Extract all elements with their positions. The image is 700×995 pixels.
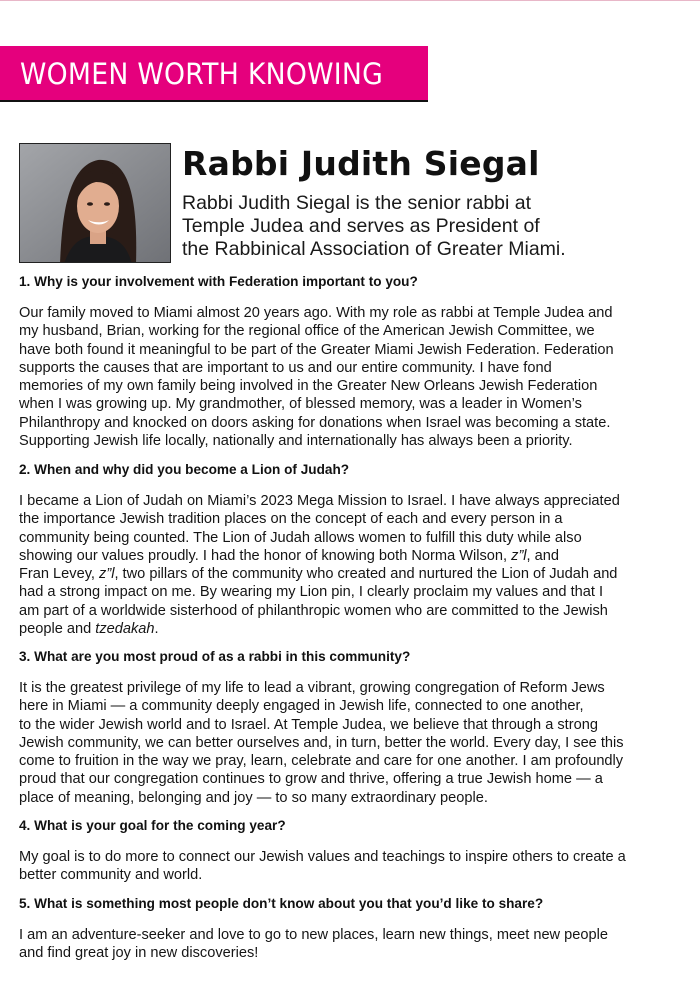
answer-line: supports the causes that are important to us and our entire community. I have fond <box>19 359 552 376</box>
section-banner <box>0 46 428 102</box>
answer-line-final <box>19 620 669 638</box>
answer-line: had a strong impact on me. By wearing my Lion pin, I clearly proclaim my values and that I <box>19 584 604 601</box>
answer-line-with-honorific <box>19 547 669 565</box>
qa-block-1 <box>19 273 669 450</box>
answer-line: My goal is to do more to connect our Jewish values and teachings to inspire others to create a <box>19 849 626 865</box>
answer-line: am part of a worldwide sisterhood of philanthropic women who are committed to the Jewish <box>19 602 608 619</box>
answer-paragraph <box>19 492 669 638</box>
top-divider <box>0 0 700 1</box>
question-heading: 5. What is something most people don’t know about you that you’d like to share? <box>19 896 544 911</box>
qa-block-4 <box>19 817 669 885</box>
answer-line: and find great joy in new discoveries! <box>19 945 259 962</box>
answer-line: have both found it meaningful to be part of the Greater Miami Jewish Federation. Federation <box>19 341 614 358</box>
answer-line: It is the greatest privilege of my life to lead a vibrant, growing congregation of Reform Jews <box>19 680 605 696</box>
answer-line: here in Miami — a community deeply engaged in Jewish life, connected to one another, <box>19 698 584 715</box>
honorific-abbrev: z”l <box>511 547 527 564</box>
text-run: showing our values proudly. I had the honor of knowing both Norma Wilson, <box>19 547 508 564</box>
answer-paragraph <box>19 304 669 450</box>
question-heading: 4. What is your goal for the coming year? <box>19 818 286 833</box>
question-heading: 2. When and why did you become a Lion of Judah? <box>19 462 350 477</box>
answer-line: Our family moved to Miami almost 20 years ago. With my role as rabbi at Temple Judea and <box>19 305 613 321</box>
answer-paragraph <box>19 679 669 807</box>
answer-line: proud that our congregation continues to grow and thrive, offering a true Jewish home — a <box>19 771 603 788</box>
question-heading: 3. What are you most proud of as a rabbi in this community? <box>19 649 411 664</box>
answer-line: better community and world. <box>19 867 203 884</box>
profile-photo <box>19 143 171 263</box>
answer-line: memories of my own family being involved in the Greater New Orleans Jewish Federation <box>19 378 598 395</box>
answer-line: Philanthropy and knocked on doors asking for donations when Israel was becoming a state. <box>19 414 611 431</box>
answer-line: Jewish community, we can better ourselves and, in turn, better the world. Every day, I see this <box>19 734 624 751</box>
intro-line: Temple Judea and serves as President of <box>182 215 540 237</box>
text-run: , two pillars of the community who created and nurtured the Lion of Judah and <box>114 566 618 583</box>
intro-line: the Rabbinical Association of Greater Miami. <box>182 238 566 260</box>
answer-line: when I was growing up. My grandmother, of blessed memory, was a leader in Women’s <box>19 396 582 413</box>
answer-line-with-honorific <box>19 565 669 583</box>
qa-block-3 <box>19 648 669 807</box>
text-run: . <box>154 621 159 638</box>
answer-line: come to fruition in the way we pray, learn, celebrate and care for one another. I am profoundly <box>19 753 624 770</box>
banner-title: WOMEN WORTH KNOWING <box>20 57 384 91</box>
profile-intro <box>182 192 652 261</box>
text-run: , and <box>526 547 560 564</box>
answer-line: community being counted. The Lion of Judah allows women to fulfill this duty while also <box>19 529 582 546</box>
honorific-abbrev: z”l <box>99 566 115 583</box>
qa-block-5 <box>19 895 669 963</box>
question-heading: 1. Why is your involvement with Federation important to you? <box>19 274 418 289</box>
answer-line: my husband, Brian, working for the regional office of the American Jewish Committee, we <box>19 323 595 340</box>
answer-line: the importance Jewish tradition places on the concept of each and every person in a <box>19 511 563 528</box>
answer-line: I became a Lion of Judah on Miami’s 2023 Mega Mission to Israel. I have always appreciated <box>19 493 620 509</box>
text-run: Fran Levey, <box>19 566 95 583</box>
profile-name: Rabbi Judith Siegal <box>182 144 540 183</box>
text-run: people and <box>19 621 92 638</box>
answer-paragraph <box>19 926 669 963</box>
answer-paragraph <box>19 848 669 885</box>
qa-block-2 <box>19 461 669 638</box>
answer-line: to the wider Jewish world and to Israel. At Temple Judea, we believe that through a strong <box>19 716 598 733</box>
hebrew-term: tzedakah <box>95 621 155 638</box>
intro-line: Rabbi Judith Siegal is the senior rabbi at <box>182 192 532 214</box>
answer-line: I am an adventure-seeker and love to go to new places, learn new things, meet new people <box>19 927 608 943</box>
answer-line: place of meaning, belonging and joy — to so many extraordinary people. <box>19 789 488 806</box>
portrait-illustration <box>20 144 171 263</box>
answer-line: Supporting Jewish life locally, nationally and internationally has always been a priority. <box>19 433 573 450</box>
